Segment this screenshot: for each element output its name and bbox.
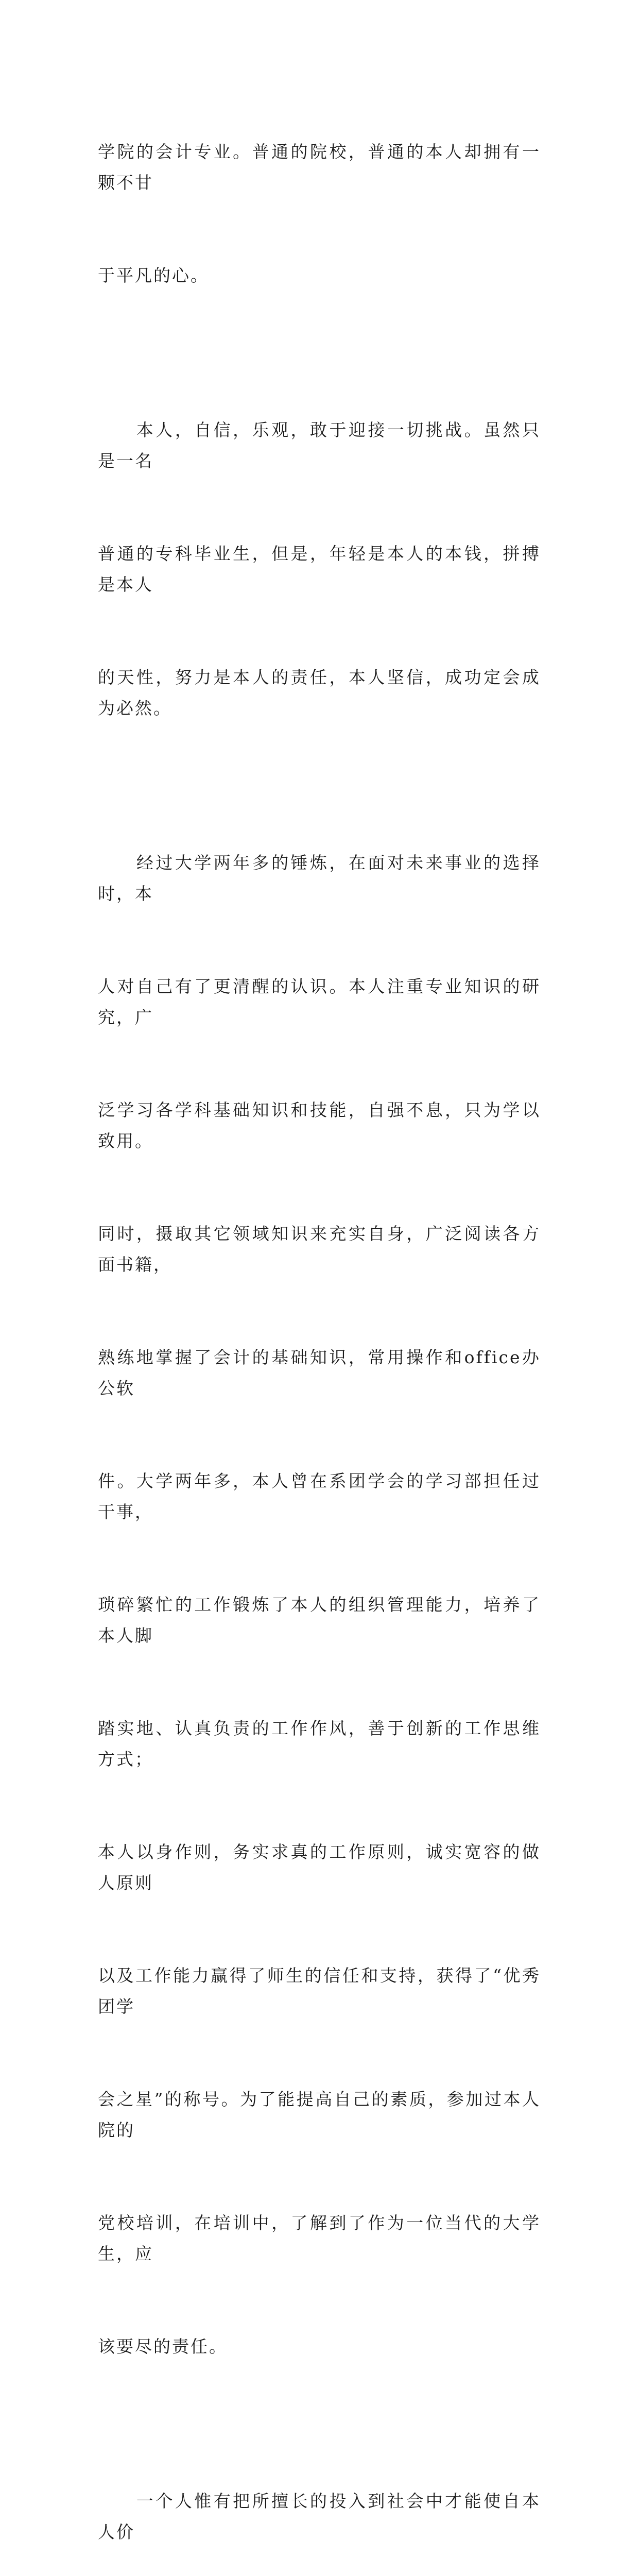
text-line: 经过大学两年多的锤炼，在面对未来事业的选择时，本	[98, 853, 541, 904]
text-line: 会之星”的称号。为了能提高自己的素质，参加过本人院的	[98, 2089, 541, 2140]
text-line: 一个人惟有把所擅长的投入到社会中才能使自本人价	[98, 2491, 541, 2542]
text-line: 本人，自信，乐观，敢于迎接一切挑战。虽然只是一名	[98, 420, 541, 471]
text-line: 以及工作能力赢得了师生的信任和支持，获得了“优秀团学	[98, 1965, 541, 2016]
text-line: 琐碎繁忙的工作锻炼了本人的组织管理能力，培养了本人脚	[98, 1595, 541, 1646]
text-line: 该要尽的责任。	[98, 2336, 228, 2357]
text-line: 学院的会计专业。普通的院校，普通的本人却拥有一颗不甘	[98, 142, 541, 193]
letter-body	[98, 75, 541, 2576]
text-line: 熟练地掌握了会计的基础知识，常用操作和office办公软	[98, 1347, 541, 1398]
text-line: 党校培训，在培训中，了解到了作为一位当代的大学生，应	[98, 2213, 541, 2264]
paragraph-4	[98, 2424, 541, 2576]
text-line: 泛学习各学科基础知识和技能，自强不息，只为学以致用。	[98, 1100, 541, 1151]
text-line: 的天性，努力是本人的责任，本人坚信，成功定会成为必然。	[98, 667, 541, 718]
text-line: 件。大学两年多，本人曾在系团学会的学习部担任过干事，	[98, 1471, 541, 1522]
text-line: 于平凡的心。	[98, 265, 209, 285]
text-line: 同时，摄取其它领域知识来充实自身，广泛阅读各方面书籍，	[98, 1224, 541, 1275]
paragraph-1	[98, 75, 541, 353]
text-line: 本人以身作则，务实求真的工作原则，诚实宽容的做人原则	[98, 1842, 541, 1893]
text-line: 踏实地、认真负责的工作作风，善于创新的工作思维方式；	[98, 1718, 541, 1769]
paragraph-2	[98, 353, 541, 786]
paragraph-3	[98, 786, 541, 2424]
text-line: 人对自己有了更清醒的认识。本人注重专业知识的研究，广	[98, 976, 541, 1027]
text-line: 普通的专科毕业生，但是，年轻是本人的本钱，拼搏是本人	[98, 544, 541, 595]
